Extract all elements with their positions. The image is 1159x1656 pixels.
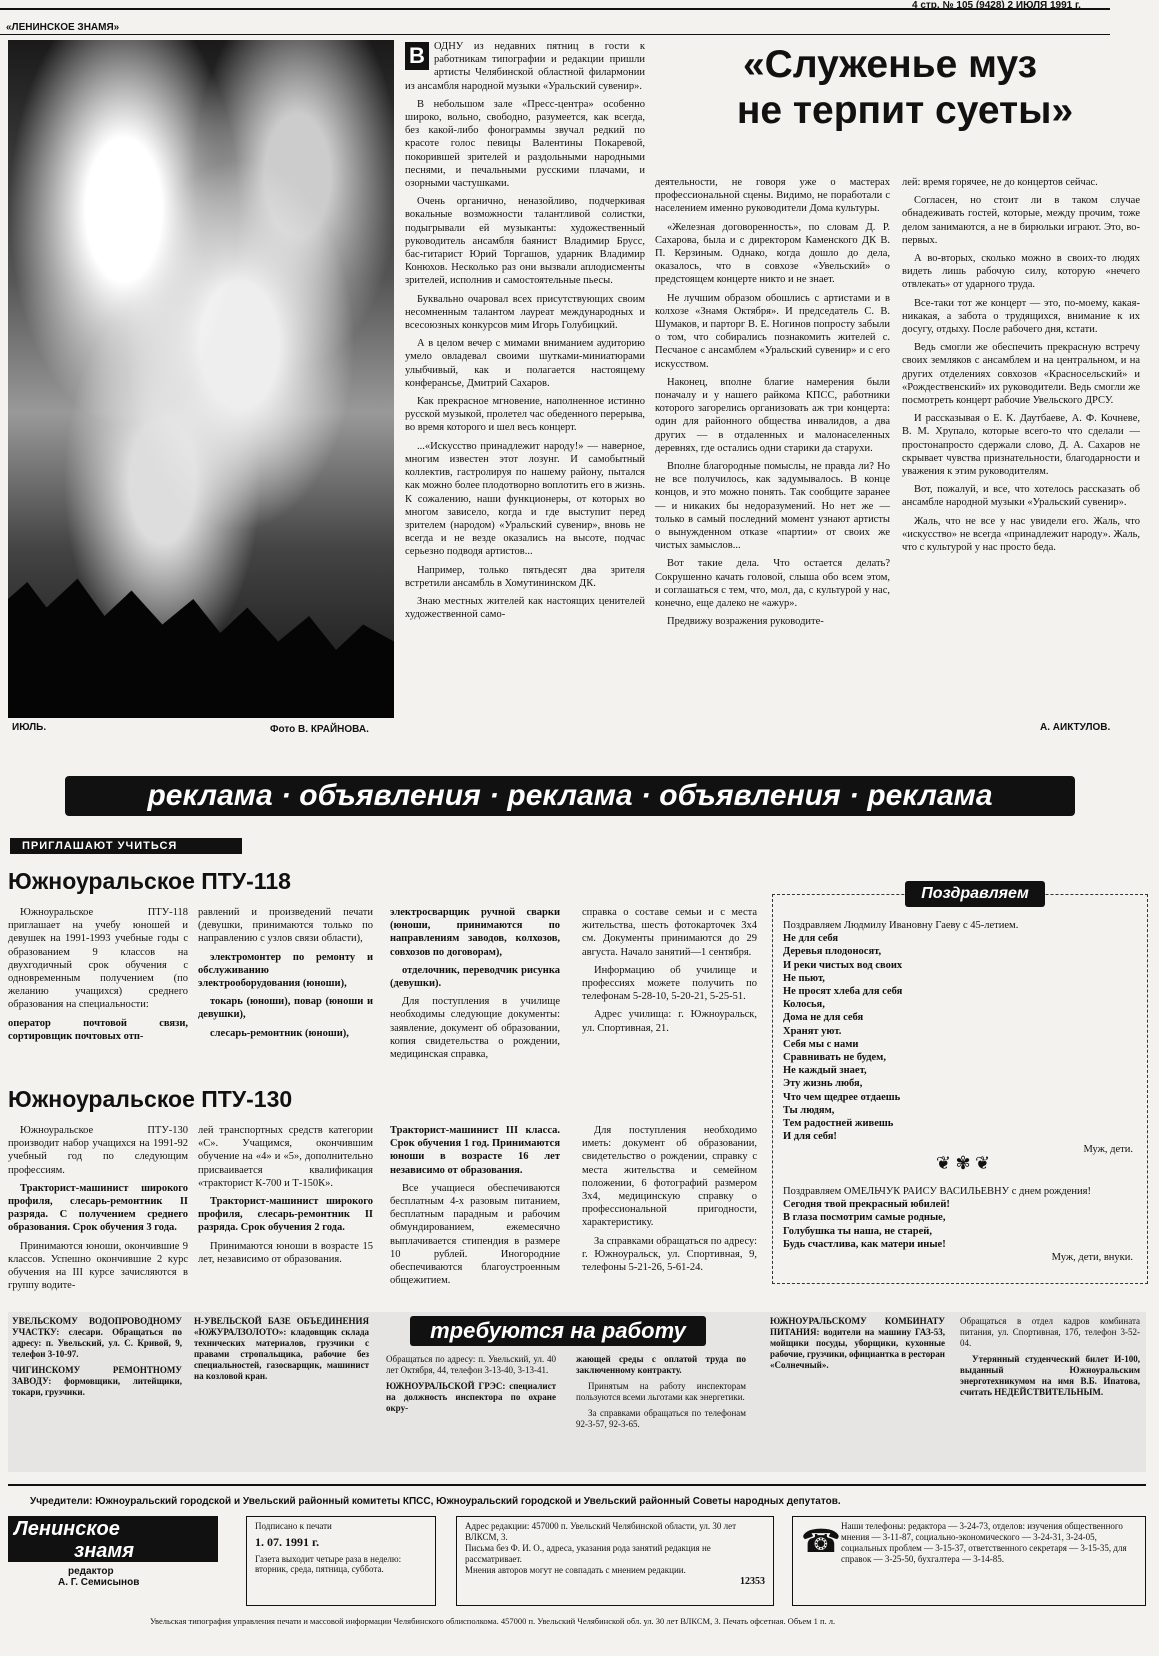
ptu118-col-1 <box>8 906 188 1048</box>
invite-label: ПРИГЛАШАЮТ УЧИТЬСЯ <box>10 838 242 854</box>
congrats-poem-line: Будь счастлива, как матери иные! <box>783 1238 946 1250</box>
article-paragraph: Вот такие дела. Что остается делать? Сокрушенно качать головой, слыша обо всем этом, и соглашаться с тем, что, мол, да, с культурой у нас, конечно, еще далеко не «ажур». <box>655 558 890 610</box>
header-rule <box>0 34 1110 35</box>
issue-line: 4 стр. № 105 (9428) 2 ИЮЛЯ 1991 г. <box>912 0 1081 11</box>
ads-banner: реклама · объявления · реклама · объявления · реклама <box>65 776 1075 816</box>
ptu130-text: Принимаются юноши в возрасте 15 лет, независимо от образования. <box>198 1240 373 1265</box>
ptu118-text: справка о составе семьи и с места жительства, шесть фотокарточек 3х4 см. Документы принимаются до 29 августа. Начало занятий—1 сентября. <box>582 907 757 958</box>
ptu118-col-4 <box>582 906 757 1040</box>
footer-rule <box>8 1484 1146 1486</box>
job-ad: Н-УВЕЛЬСКОЙ БАЗЕ ОБЪЕДИНЕНИЯ «ЮЖУРАЛЗОЛОТО»: кладовщик склада технических материалов, грузчики с правами стропальщика, рабочие без специальностей, газосварщик, машинист на козловой кран. <box>194 1316 369 1381</box>
photo-caption-right: Фото В. КРАЙНОВА. <box>270 724 369 735</box>
jobs-col-3 <box>386 1354 556 1419</box>
article-paragraph: Очень органично, неназойливо, подчеркивая вокальные возможности талантливой солистки, подыгрывали ей музыканты: художественный руководитель ансамбля баянист Владимир Бруcс, бас-гитарист Юрий Торгашов, ударник Владимир Конюхов. Несколько раз они вызвали аплодисменты зрителей, исполнив и самостоятельные пьесы. <box>405 196 645 287</box>
job-ad: Обращаться по адресу: п. Увельский, ул. 40 лет Октября, 44, телефон 3-13-40, 3-13-41. <box>386 1354 556 1375</box>
ptu118-text: электросварщик ручной сварки (юноши, принимаются по направлениям заводов, колхозов, совхозов по договорам), <box>390 907 560 958</box>
jobs-col-2 <box>194 1316 369 1387</box>
editor-name: А. Г. Семисынов <box>58 1577 140 1588</box>
ptu130-text: За справками обращаться по адресу: г. Южноуральск, ул. Спортивная, 9, телефоны 5-21-26, 5-61-24. <box>582 1235 757 1274</box>
article-paragraph: ...«Искусство принадлежит народу!» — наверное, многим известен этот лозунг. И самобытный коллектив, гастролируя по нашему району, пытался как можно более плодотворно воплотить его в жизнь. К сожалению, наши функционеры, от которых во многом зависело, когда и где выступит перед зрителем (народом) «Уральский сувенир», вновь не всегда и не везде оказались на высоте, подчас серьезно подводя артистов... <box>405 440 645 558</box>
article-col-3 <box>902 176 1140 559</box>
congrats-poem-line: Не каждый знает, <box>783 1065 867 1077</box>
ptu130-text: Принимаются юноши, окончившие 9 классов. Успешно окончившие 2 курс обучения на III курсе зачисляются в группу водите- <box>8 1240 188 1292</box>
article-paragraph: В небольшом зале «Пресс-центра» особенно широко, вольно, свободно, разумеется, как всегда, без какой-либо фонограммы звучал редкий по красоте голос певицы Валентины Покаревой, покорившей зрителей и раздольными народными песнями, и печальными русскими плачами, и озорными частушками. <box>405 98 645 190</box>
article-paragraph: Наконец, вполне благие намерения были поначалу и у нашего райкома КПСС, работники которого загорелись организовать аж три концерта: один для районного общества инвалидов, а два других — в отдаленных и малонаселенных деревнях, где остались одни старики да старухи. <box>655 376 890 454</box>
article-paragraph: Знаю местных жителей как настоящих ценителей художественной само- <box>405 595 645 621</box>
jobs-col-4 <box>576 1354 746 1435</box>
footer-founders: Учредители: Южноуральский городской и Увельский районный комитеты КПСС, Южноуральский городской и Увельский районный Советы народных депутатов. <box>30 1496 841 1507</box>
ptu130-text: Тракторист-машинист широкого профиля, слесарь-ремонтник II разряда. Срок обучения 2 года. <box>198 1196 373 1234</box>
ptu118-text: электромонтер по ремонту и обслуживанию электрооборудования (юноши), <box>198 951 373 990</box>
article-paragraph: Жаль, что не все у нас увидели его. Жаль, что «искусство» не всегда «принадлежит народу». Жаль, что с культурой у нас просто беда. <box>902 515 1140 554</box>
ptu118-text: Южноуральское ПТУ-118 приглашает на учебу юношей и девушек на 1991-1993 учебные годы с образованием 9 классов на двухгодичный срок обучения с одновременным получением (по желанию учащихся) среднего образования на специальности: <box>8 907 188 1011</box>
congrats-poem-line: Деревья плодоносят, <box>783 946 882 958</box>
article-paragraph: лей: время горячее, не до концертов сейчас. <box>902 177 1098 188</box>
ptu130-col-3 <box>390 1124 560 1292</box>
article-paragraph: Вот, пожалуй, и все, что хотелось рассказать об ансамбле народной музыки «Уральский сувенир». <box>902 484 1140 509</box>
ptu130-text: Все учащиеся обеспечиваются бесплатным 4-х разовым питанием, бесплатным парадным и рабочим обмундированием, ежемесячно выплачивается стипендия в размере 10 рублей. Иногородние обеспечиваются благоустроенным общежитием. <box>390 1182 560 1287</box>
letters-note: Письма без Ф. И. О., адреса, указания рода занятий редакция не рассматривает. <box>465 1543 711 1564</box>
ptu118-text: Информацию об училище и профессиях можете получить по телефонам 5-28-10, 5-20-21, 5-25-51. <box>582 964 757 1003</box>
congrats-poem-line: Сравнивать не будем, <box>783 1052 886 1064</box>
ptu118-col-2 <box>198 906 373 1045</box>
ptu130-col-1 <box>8 1124 188 1297</box>
ptu130-text: Южноуральское ПТУ-130 производит набор учащихся на 1991-92 учебный год по следующим профессиям. <box>8 1125 188 1176</box>
logo-line1: Ленинское <box>14 1518 120 1540</box>
article-title <box>650 42 1130 134</box>
footer-address-box <box>456 1516 774 1606</box>
dropcap: В <box>405 42 429 70</box>
telephone-icon: ☎ <box>801 1523 841 1559</box>
congrats-body-1 <box>783 919 1133 1157</box>
job-ad: Принятым на работу инспекторам пользуются всеми льготами как энергетики. <box>576 1381 746 1402</box>
article-paragraph: Предвижу возражения руководите- <box>667 616 824 628</box>
job-ad: жающей среды с оплатой труда по заключенному контракту. <box>576 1354 746 1375</box>
article-paragraph: ОДНУ из недавних пятниц в гости к работникам типографии и редакции пришли артисты Челябинской областной филармонии из ансамбля народной музыки «Уральский сувенир». <box>405 41 645 92</box>
job-ad: ЮЖНОУРАЛЬСКОМУ КОМБИНАТУ ПИТАНИЯ: водители на машину ГАЗ-53, мойщики посуды, уборщики, кухонные рабочие, грузчики, официантка в ресторан «Солнечный». <box>770 1316 945 1370</box>
job-ad: УВЕЛЬСКОМУ ВОДОПРОВОДНОМУ УЧАСТКУ: слесари. Обращаться по адресу: п. Увельский, ул. С. Кривой, 9, телефон 3-10-97. <box>12 1316 182 1359</box>
congrats-intro: Поздравляем Людмилу Ивановну Гаеву с 45-летием. <box>783 920 1019 931</box>
signed-label: Подписано к печати <box>255 1521 332 1531</box>
ptu130-text: лей транспортных средств категории «С». Учащимся, окончившим обучение на «4» и «5», дополнительно присваивается квалификация «тракторист К-700 и Т-150К». <box>198 1125 373 1189</box>
ptu130-col-2 <box>198 1124 373 1271</box>
editor-label: редактор <box>68 1566 114 1577</box>
photo-clouds <box>8 40 394 718</box>
job-ad: За справками обращаться по телефонам 92-3-57, 92-3-65. <box>576 1408 746 1429</box>
ptu118-text: слесарь-ремонтник (юноши), <box>210 1027 349 1039</box>
job-ad: Утерянный студенческий билет И-100, выданный Южноуральским энерготехникумом на имя В.Б. Ипатова, считать НЕДЕЙСТВИТЕЛЬНЫМ. <box>960 1354 1140 1397</box>
article-paragraph: Согласен, но стоит ли в таком случае обнадеживать гостей, которые, между прочим, тоже делом занимаются, а не в бирюльки играют. Это, во-первых. <box>902 195 1140 246</box>
footer-logo-block <box>8 1516 228 1616</box>
congrats-intro: Поздравляем ОМЕЛЬЧУК РАИСУ ВАСИЛЬЕВНУ с днем рождения! <box>783 1186 1091 1197</box>
congrats-signature: Муж, дети. <box>1083 1144 1133 1156</box>
ptu118-col-3 <box>390 906 560 1066</box>
jobs-col-5 <box>770 1316 945 1376</box>
congrats-poem-line: Не просят хлеба для себя <box>783 986 903 998</box>
signed-date: 1. 07. 1991 г. <box>255 1535 320 1549</box>
ptu118-text: отделочник, переводчик рисунка (девушки). <box>390 964 560 990</box>
logo-line2: знамя <box>74 1540 134 1562</box>
jobs-col-6 <box>960 1316 1140 1403</box>
phones-text: Наши телефоны: редактора — 3-24-73, отделов: изучения общественного мнения — 3-11-87, социально-экономического — 3-24-31, 3-24-05, социальных проблем — 3-15-37, ответственного секретаря — 3-15-35, для справок — 3-25-50, бухгалтера — 3-14-85. <box>841 1521 1127 1564</box>
article-paragraph: Ведь смогли же обеспечить прекрасную встречу своих земляков с ансамблем и на центральном, и на других отделениях совхозов «Красносельский» и «Рождественский» их руководители. Ведь смогли же посмотреть концерт рабочие Увельского ДРСУ. <box>902 342 1140 407</box>
ptu118-text: оператор почтовой связи, сортировщик почтовых отп- <box>8 1017 188 1042</box>
job-ad: ЮЖНОУРАЛЬСКОЙ ГРЭС: специалист на должность инспектора по охране окру- <box>386 1381 556 1413</box>
editorial-address: Адрес редакции: 457000 п. Увельский Челябинской области, ул. 30 лет ВЛКСМ, 3. <box>465 1521 737 1542</box>
ptu118-text: Адрес училища: г. Южноуральск, ул. Спортивная, 21. <box>582 1009 757 1034</box>
photo-caption-left: ИЮЛЬ. <box>12 722 47 733</box>
article-col-2 <box>655 176 890 634</box>
ptu130-col-4 <box>582 1124 757 1279</box>
congrats-poem-line: Хранят уют. <box>783 1025 842 1037</box>
order-number: 12353 <box>740 1576 765 1587</box>
article-paragraph: Не лучшим образом обошлись с артистами и в колхозе «Знамя Октября». И председатель С. В. Шумаков, и парторг В. Е. Ногинов попросту забыли о том, что собирались познакомить жителей с. Песчаное с ансамблем «Уральский сувенир» и с его искусством. <box>655 292 890 370</box>
footer-phones-box <box>792 1516 1146 1606</box>
ptu130-text: Тракторист-машинист III класса. Срок обучения 1 год. Принимаются юноши в возрасте 16 лет независимо от образования. <box>390 1125 560 1176</box>
congrats-poem-line: Голубушка ты наша, не старей, <box>783 1225 932 1237</box>
jobs-banner: требуются на работу <box>410 1316 706 1346</box>
congrats-poem-line: В глаза посмотрим самые родные, <box>783 1212 946 1224</box>
congrats-header: Поздравляем <box>905 881 1045 907</box>
footer-signed-box <box>246 1516 436 1606</box>
congrats-poem-line: Колосья, <box>783 999 825 1011</box>
congrats-poem-line: Дома не для себя <box>783 1012 864 1024</box>
ptu118-text: равлений и произведений печати (девушки, принимаются только по направлению с узлов связи области), <box>198 907 373 945</box>
article-title-line1: «Служенье муз <box>742 43 1038 86</box>
photo-trees <box>8 548 394 718</box>
congrats-poem-line: И для себя! <box>783 1131 837 1143</box>
congrats-poem-line: Не для себя <box>783 933 839 945</box>
article-author: А. АИКТУЛОВ. <box>1040 722 1111 733</box>
job-ad: Обращаться в отдел кадров комбината питания, ул. Спортивная, 17б, телефон 3-52-04. <box>960 1316 1140 1348</box>
congrats-poem-line: И реки чистых вод своих <box>783 959 903 971</box>
jobs-col-1 <box>12 1316 182 1403</box>
congrats-poem-line: Сегодня твой прекрасный юбилей! <box>783 1199 950 1211</box>
ptu130-text: Для поступления необходимо иметь: документ об образовании, свидетельство о рождении, справку с места жительства и семейном положении, 6 фотографий размером 3х4, медицинскую справку о профессиональной пригодности, характеристику. <box>582 1125 757 1229</box>
article-paragraph: А во-вторых, сколько можно в своих-то людях видеть лишь рабочую силу, которую «нечего отвлекать» от ударного труда. <box>902 253 1140 291</box>
article-paragraph: Вполне благородные помыслы, не правда ли? Но не все получилось, как задумывалось. В конце концов, и это можно понять. Так сообщите заранее — и никаких бы недоразумений. Но нет же — только в самый последний момент узнают артисты о вынужденном отказе «партии» от своих же чистых замыслов... <box>655 461 890 552</box>
opinion-note: Мнения авторов могут не совпадать с мнением редакции. <box>465 1565 686 1575</box>
article-paragraph: И рассказывая о Е. К. Даутбаеве, А. Ф. Кочневе, В. М. Хрупало, которые всего-то что сделали — простонапросто сдержали слово, Д. А. Сахаров не скрывает чувства признательности, благодарности и уважения к этим руководителям. <box>902 413 1140 478</box>
congrats-poem-line: Эту жизнь любя, <box>783 1078 863 1090</box>
ornament-icon: ❦ ✾ ❦ <box>935 1153 991 1173</box>
schedule: Газета выходит четыре раза в неделю: вторник, среда, пятница, суббота. <box>255 1554 402 1574</box>
ptu130-text: Тракторист-машинист широкого профиля, слесарь-ремонтник II разряда. С получением среднего образования. Срок обучения 3 года. <box>8 1182 188 1234</box>
congrats-signature: Муж, дети, внуки. <box>1051 1252 1133 1264</box>
masthead-small: «ЛЕНИНСКОЕ ЗНАМЯ» <box>6 22 120 33</box>
article-paragraph: А в целом вечер с мимами вниманием аудиторию умело овладевал своими шутками-миниатюрами улыбчивый, как и полагается настоящему конферансье, Дмитрий Сахаров. <box>405 338 645 389</box>
congrats-poem-line: Что чем щедрее отдаешь <box>783 1091 901 1103</box>
ptu118-title: Южноуральское ПТУ-118 <box>8 868 291 894</box>
article-col-1 <box>405 40 645 626</box>
print-info: Увельская типография управления печати и массовой информации Челябинского облисполкома. 457000 п. Увельский Челябинской обл. ул. 30 лет ВЛКСМ, 3. Печать офсетная. Объем 1 п. л. <box>150 1616 836 1626</box>
congrats-box <box>772 885 1148 1284</box>
article-paragraph: Буквально очаровал всех присутствующих своим несомненным талантом лауреат международных и всесоюзных конкурсов мим Игорь Голубицкий. <box>405 293 645 332</box>
ptu118-text: токарь (юноши), повар (юноши и девушки), <box>198 996 373 1021</box>
article-title-line2: не терпит суеты» <box>736 89 1074 132</box>
congrats-poem-line: Себя мы с нами <box>783 1038 859 1050</box>
ptu118-text: Для поступления в училище необходимы следующие документы: заявление, документ об образовании, копия свидетельства о рождении, медицинская справка, <box>390 996 560 1061</box>
congrats-poem-line: Не пьют, <box>783 972 825 984</box>
article-paragraph: Например, только пятьдесят два зрителя встретили ансамбль в Хомутининском ДК. <box>405 564 645 589</box>
job-ad: ЧИГИНСКОМУ РЕМОНТНОМУ ЗАВОДУ: формовщики, литейщики, токари, грузчики. <box>12 1365 182 1397</box>
article-paragraph: Все-таки тот же концерт — это, по-моему, какая-никакая, а забота о трудящихся, внимание к их досугу, отдыху. После рабочего дня, кстати. <box>902 297 1140 336</box>
article-paragraph: «Железная договоренность», по словам Д. Р. Сахарова, была и с директором Каменского ДК В. П. Керзиным. Однако, когда дошло до дела, оказалось, что в совхозе «Увельский» о предстоящем концерте никто и не знает. <box>655 221 890 286</box>
article-paragraph: Как прекрасное мгновение, наполненное истинно русской музыкой, пролетел час обеденного перерыва, во время которого и шел весь концерт. <box>405 396 645 434</box>
congrats-body-2 <box>783 1185 1133 1264</box>
article-paragraph: деятельности, не говоря уже о мастерах профессиональной сцены. Видимо, не поработали с населением именно руководители Дома культуры. <box>655 177 890 215</box>
congrats-poem-line: Ты людям, <box>783 1104 835 1116</box>
newspaper-logo <box>8 1516 218 1562</box>
ptu130-title: Южноуральское ПТУ-130 <box>8 1086 293 1112</box>
congrats-poem-line: Тем радостней живешь <box>783 1118 894 1130</box>
